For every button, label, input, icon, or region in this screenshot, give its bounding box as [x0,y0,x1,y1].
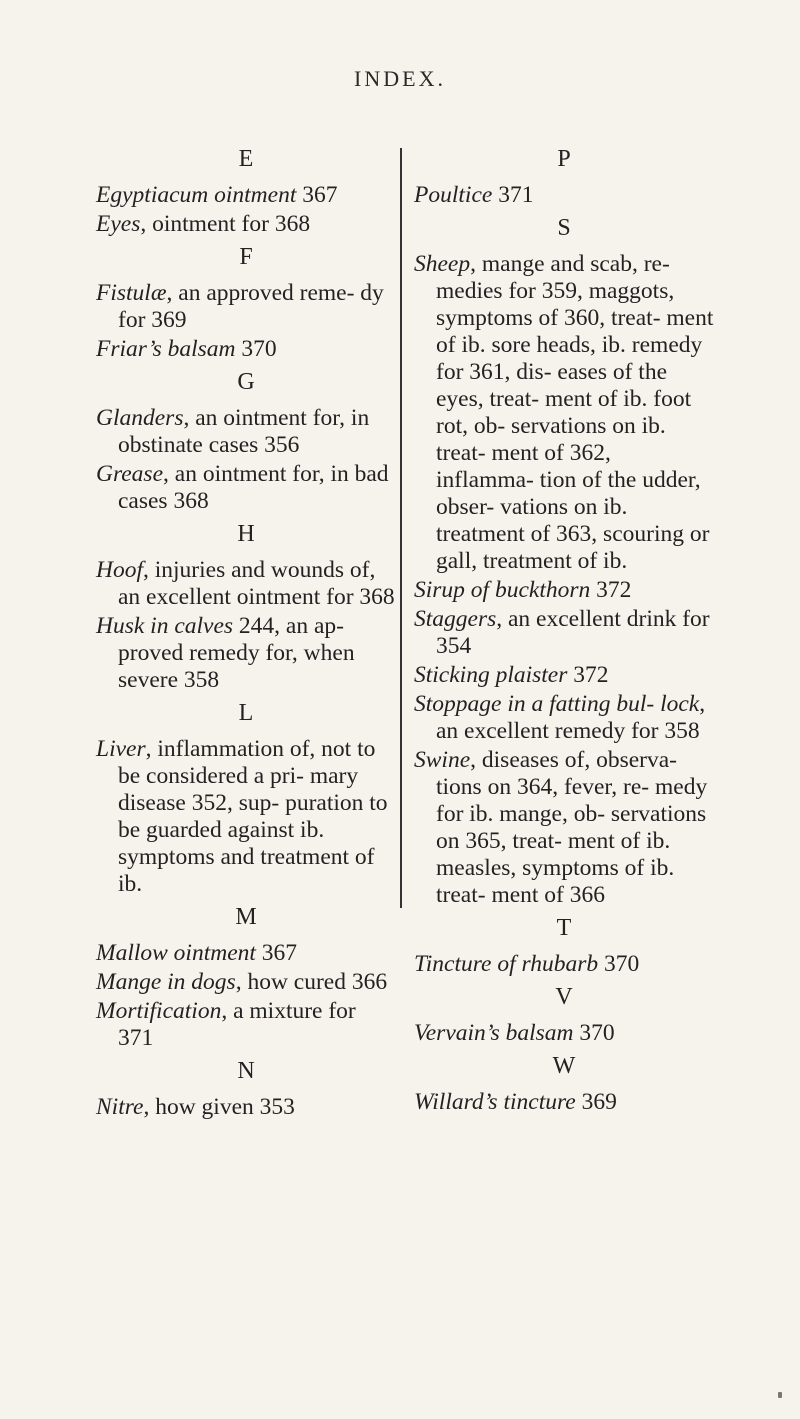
index-entry: Eyes, ointment for 368 [96,211,311,237]
section-letter: V [555,984,573,1010]
index-entry: Poultice 371 [414,182,534,208]
index-entry: Egyptiacum ointment 367 [96,182,338,208]
index-entry: Sheep, mange and scab, re- medies for 359, maggots, symptoms of 360, treat- ment of ib. sore heads, ib. remedy for 361, dis- eases of the eyes, treat- ment of ib. foot rot, ob- servations on ib. treat- ment of 362, inflamma- tion of the udder, obser- vations on ib. treatment of 363, scouring or gall, treatment of ib. [414,251,714,574]
section-letter: M [235,904,257,930]
section-letter: S [557,215,571,241]
section-letter: T [556,915,572,941]
index-entry: Vervain’s balsam 370 [414,1020,615,1046]
page-header: INDEX. [354,66,446,91]
left-column [96,140,396,1123]
index-entry: Glanders, an ointment for, in obstinate cases 356 [96,405,370,458]
index-entry: Fistulæ, an approved reme- dy for 369 [96,280,384,333]
section-letter: P [557,146,571,172]
index-entry: Swine, diseases of, observa- tions on 364, fever, re- medy for ib. mange, ob- servations on 365, treat- ment of ib. measles, symptoms of ib. treat- ment of 366 [414,747,708,908]
index-entry: Staggers, an excellent drink for 354 [414,606,710,659]
index-entry: Willard’s tincture 369 [414,1089,617,1115]
index-entry: Mallow ointment 367 [96,940,298,966]
section-letter: N [237,1058,255,1084]
column-divider [400,148,402,908]
index-entry: Mange in dogs, how cured 366 [96,969,388,995]
index-entry: Grease, an ointment for, in bad cases 368 [96,461,389,514]
index-entry: Mortification, a mixture for 371 [96,998,356,1051]
index-entry: Liver, inflammation of, not to be considered a pri- mary disease 352, sup- puration to be guarded against ib. symptoms and treatment of ib. [96,736,388,897]
index-entry: Husk in calves 244, an ap- proved remedy for, when severe 358 [96,613,355,693]
index-entry: Friar’s balsam 370 [96,336,277,362]
index-entry: Sirup of buckthorn 372 [414,577,632,603]
index-entry: Sticking plaister 372 [414,662,609,688]
section-letter: W [552,1053,576,1079]
right-column [414,140,714,1118]
section-letter: E [238,146,254,172]
section-letter: H [237,521,255,547]
paper-speck [778,1392,782,1398]
section-letter: G [237,369,255,395]
index-entry: Stoppage in a fatting bul- lock, an excellent remedy for 358 [414,691,706,744]
index-entry: Hoof, injuries and wounds of, an excellent ointment for 368 [96,557,395,610]
section-letter: L [238,700,254,726]
index-entry: Nitre, how given 353 [96,1094,295,1120]
index-entry: Tincture of rhubarb 370 [414,951,640,977]
section-letter: F [239,244,253,270]
